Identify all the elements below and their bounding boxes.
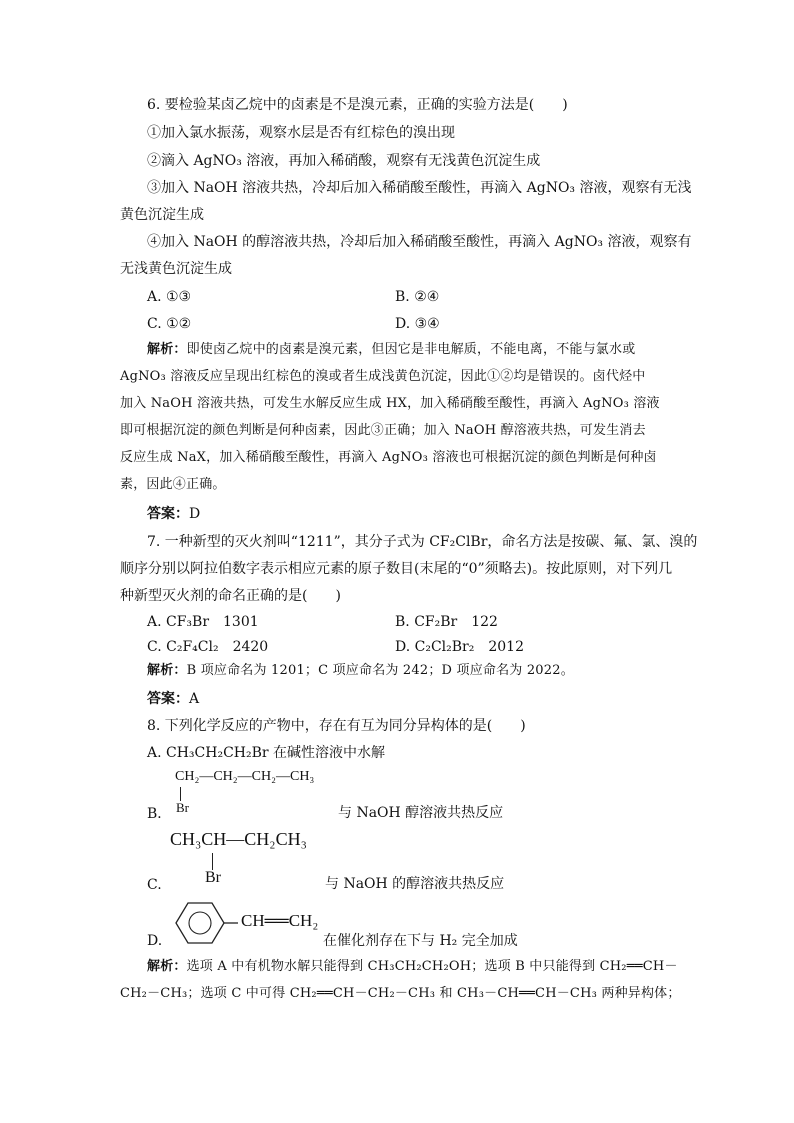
q8-explanation-line2: CH₂－CH₃；选项 C 中可得 CH₂══CH－CH₂－CH₃ 和 CH₃－CH══CH－CH₃ 两种异构体； [120, 986, 681, 1001]
q8-stem: 8. 下列化学反应的产物中，存在有互为同分异构体的是( ) [147, 718, 526, 734]
q7-choice-c: C. C₂F₄Cl₂ 2420 [147, 639, 269, 655]
q6-stem: 6. 要检验某卤乙烷中的卤素是不是溴元素，正确的实验方法是( ) [147, 97, 568, 113]
q8-d-condition: 在催化剂存在下与 H₂ 完全加成 [323, 933, 518, 949]
q6-explanation-line4: 即可根据沉淀的颜色判断是何种卤素，因此③正确；加入 NaOH 醇溶液共热，可发生消去 [120, 423, 646, 438]
q6-explanation-line1: 解析：即使卤乙烷中的卤素是溴元素，但因它是非电解质，不能电离，不能与氯水或 [147, 342, 636, 357]
q6-choice-a: A. ①③ [147, 289, 192, 305]
q8-b-bond-line [180, 787, 181, 801]
q6-explanation-line5: 反应生成 NaX，加入稀硝酸至酸性，再滴入 AgNO₃ 溶液也可根据沉淀的颜色判断是何种卤 [120, 450, 657, 465]
q6-option-2: ②滴入 AgNO₃ 溶液，再加入稀硝酸，观察有无浅黄色沉淀生成 [147, 153, 541, 169]
q7-stem-line1: 7. 一种新型的灭火剂叫“1211”，其分子式为 CF₂ClBr，命名方法是按碳、氟、氯、溴的 [147, 534, 698, 550]
q6-option-3-line2: 黄色沉淀生成 [120, 207, 204, 223]
q6-explanation-line2: AgNO₃ 溶液反应呈现出红棕色的溴或者生成浅黄色沉淀，因此①②均是错误的。卤代烃中 [120, 369, 646, 384]
q8-d-vinyl-group: CH══CH₂ [241, 911, 319, 930]
q8-c-substituent: Br [205, 869, 221, 886]
q7-answer [147, 689, 199, 709]
q8-explanation-label: 解析： [147, 959, 187, 974]
q8-explanation-line1: 解析：选项 A 中有机物水解只能得到 CH₃CH₂CH₂OH；选项 B 中只能得到 CH₂══CH－ [147, 959, 678, 974]
q8-c-carbon-chain: CH₃CH—CH₂CH₃ [170, 829, 307, 849]
q6-explanation-line3: 加入 NaOH 溶液共热，可发生水解反应生成 HX，加入稀硝酸至酸性，再滴入 AgNO₃ 溶液 [120, 396, 660, 411]
q6-choice-d: D. ③④ [395, 316, 440, 332]
q6-answer-value: D [189, 506, 201, 522]
q7-stem-line2: 顺序分别以阿拉伯数字表示相应元素的原子数目(末尾的“0”须略去)。按此原则，对下列几 [120, 561, 673, 577]
q7-choice-a: A. CF₃Br 1301 [147, 614, 259, 630]
q7-stem-line3: 种新型灭火剂的命名正确的是( ) [120, 588, 341, 604]
q7-explanation: 解析：B 项应命名为 1201；C 项应命名为 242；D 项应命名为 2022。 [147, 663, 574, 678]
q8-c-bond-line [212, 853, 213, 870]
q6-option-3-line1: ③加入 NaOH 溶液共热，冷却后加入稀硝酸至酸性，再滴入 AgNO₃ 溶液，观察有无浅 [147, 180, 692, 196]
q6-answer-label: 答案： [147, 506, 189, 522]
q6-explanation-label: 解析： [147, 342, 187, 357]
q6-answer [147, 504, 200, 524]
q8-b-label: B． [147, 806, 172, 822]
q6-option-1: ①加入氯水振荡，观察水层是否有红棕色的溴出现 [147, 125, 455, 141]
q7-answer-label: 答案： [147, 691, 189, 707]
benzene-ring-icon [170, 900, 240, 946]
q8-c-condition: 与 NaOH 的醇溶液共热反应 [325, 876, 505, 892]
q8-b-substituent: Br [176, 800, 189, 815]
q6-explanation-line6: 素，因此④正确。 [120, 477, 226, 492]
q6-choice-b: B. ②④ [395, 289, 440, 305]
q8-choice-a: A. CH₃CH₂CH₂Br 在碱性溶液中水解 [147, 745, 386, 761]
q7-explanation-label: 解析： [147, 663, 187, 678]
q6-option-4-line2: 无浅黄色沉淀生成 [120, 261, 232, 277]
q8-d-label: D. [147, 933, 163, 949]
q6-option-4-line1: ④加入 NaOH 的醇溶液共热，冷却后加入稀硝酸至酸性，再滴入 AgNO₃ 溶液，观察有 [147, 234, 692, 250]
q7-answer-value: A [189, 691, 200, 707]
q8-c-label: C. [147, 877, 162, 893]
q6-choice-c: C. ①② [147, 316, 192, 332]
q8-b-carbon-chain: CH₂—CH₂—CH₂—CH₃ [175, 769, 315, 784]
q8-b-condition: 与 NaOH 醇溶液共热反应 [338, 805, 504, 821]
q7-choice-b: B. CF₂Br 122 [395, 614, 498, 630]
q7-choice-d: D. C₂Cl₂Br₂ 2012 [395, 639, 524, 655]
